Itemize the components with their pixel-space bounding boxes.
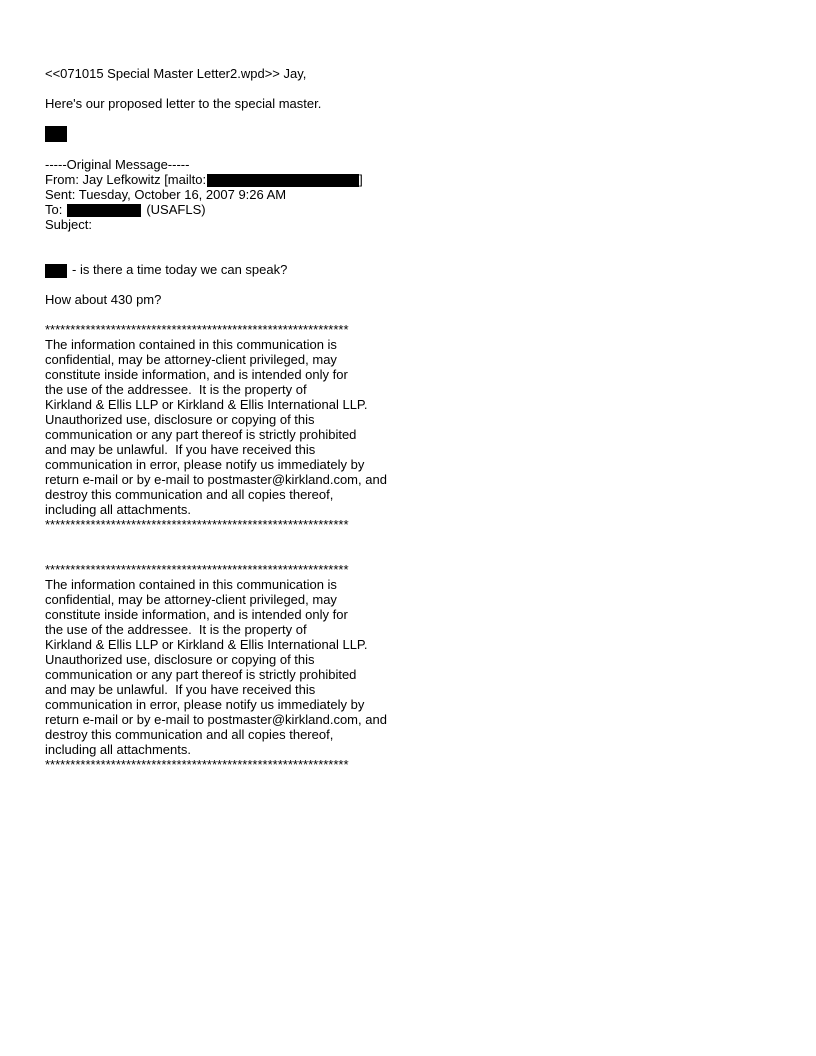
- disclaimer-line: and may be unlawful. If you have received this: [45, 442, 316, 457]
- disclaimer-line: Unauthorized use, disclosure or copying of this: [45, 412, 315, 427]
- disclaimer-line: communication or any part thereof is strictly prohibited: [45, 427, 357, 442]
- disclaimer-separator-bottom: ************************************************************: [45, 517, 349, 532]
- disclaimer-line: destroy this communication and all copies thereof,: [45, 727, 334, 742]
- from-line: [45, 172, 765, 187]
- redaction-box: [45, 126, 67, 142]
- subject-line: Subject:: [45, 217, 92, 232]
- disclaimer-line: constitute inside information, and is intended only for: [45, 367, 348, 382]
- disclaimer-line: confidential, may be attorney-client privileged, may: [45, 352, 337, 367]
- from-suffix: ]: [359, 172, 363, 187]
- disclaimer-line: Unauthorized use, disclosure or copying of this: [45, 652, 315, 667]
- redaction-line: [45, 126, 765, 142]
- reply-line: How about 430 pm?: [45, 292, 162, 307]
- disclaimer-line: The information contained in this communication is: [45, 577, 337, 592]
- disclaimer-line: confidential, may be attorney-client privileged, may: [45, 592, 337, 607]
- redaction-box-email: [207, 174, 359, 187]
- disclaimer-line: including all attachments.: [45, 742, 191, 757]
- sent-line: Sent: Tuesday, October 16, 2007 9:26 AM: [45, 187, 287, 202]
- question-text: - is there a time today we can speak?: [72, 262, 288, 277]
- to-line: [45, 202, 765, 217]
- redaction-box-recipient: [67, 204, 141, 217]
- redaction-box-name: [45, 264, 67, 278]
- disclaimer-line: communication in error, please notify us immediately by: [45, 697, 365, 712]
- disclaimer-line: constitute inside information, and is intended only for: [45, 607, 348, 622]
- from-prefix: From: Jay Lefkowitz [mailto:: [45, 172, 207, 187]
- question-line: [45, 262, 765, 277]
- attachment-line: <<071015 Special Master Letter2.wpd>> Jay,: [45, 66, 307, 81]
- disclaimer-line: return e-mail or by e-mail to postmaster@kirkland.com, and: [45, 712, 387, 727]
- disclaimer-separator-top: ************************************************************: [45, 322, 349, 337]
- to-suffix: (USAFLS): [146, 202, 206, 217]
- disclaimer-line: Kirkland & Ellis LLP or Kirkland & Ellis International LLP.: [45, 637, 368, 652]
- disclaimer-line: communication or any part thereof is strictly prohibited: [45, 667, 357, 682]
- disclaimer-line: destroy this communication and all copies thereof,: [45, 487, 334, 502]
- disclaimer-line: communication in error, please notify us immediately by: [45, 457, 365, 472]
- disclaimer-separator-top: ************************************************************: [45, 562, 349, 577]
- email-body: [45, 66, 765, 772]
- disclaimer-line: including all attachments.: [45, 502, 191, 517]
- original-message-divider: -----Original Message-----: [45, 157, 190, 172]
- disclaimer-line: Kirkland & Ellis LLP or Kirkland & Ellis International LLP.: [45, 397, 368, 412]
- disclaimer-line: and may be unlawful. If you have received this: [45, 682, 316, 697]
- disclaimer-line: return e-mail or by e-mail to postmaster@kirkland.com, and: [45, 472, 387, 487]
- disclaimer-line: The information contained in this communication is: [45, 337, 337, 352]
- to-prefix: To:: [45, 202, 63, 217]
- disclaimer-separator-bottom: ************************************************************: [45, 757, 349, 772]
- disclaimer-line: the use of the addressee. It is the property of: [45, 382, 307, 397]
- disclaimer-line: the use of the addressee. It is the property of: [45, 622, 307, 637]
- intro-line: Here's our proposed letter to the special master.: [45, 96, 322, 111]
